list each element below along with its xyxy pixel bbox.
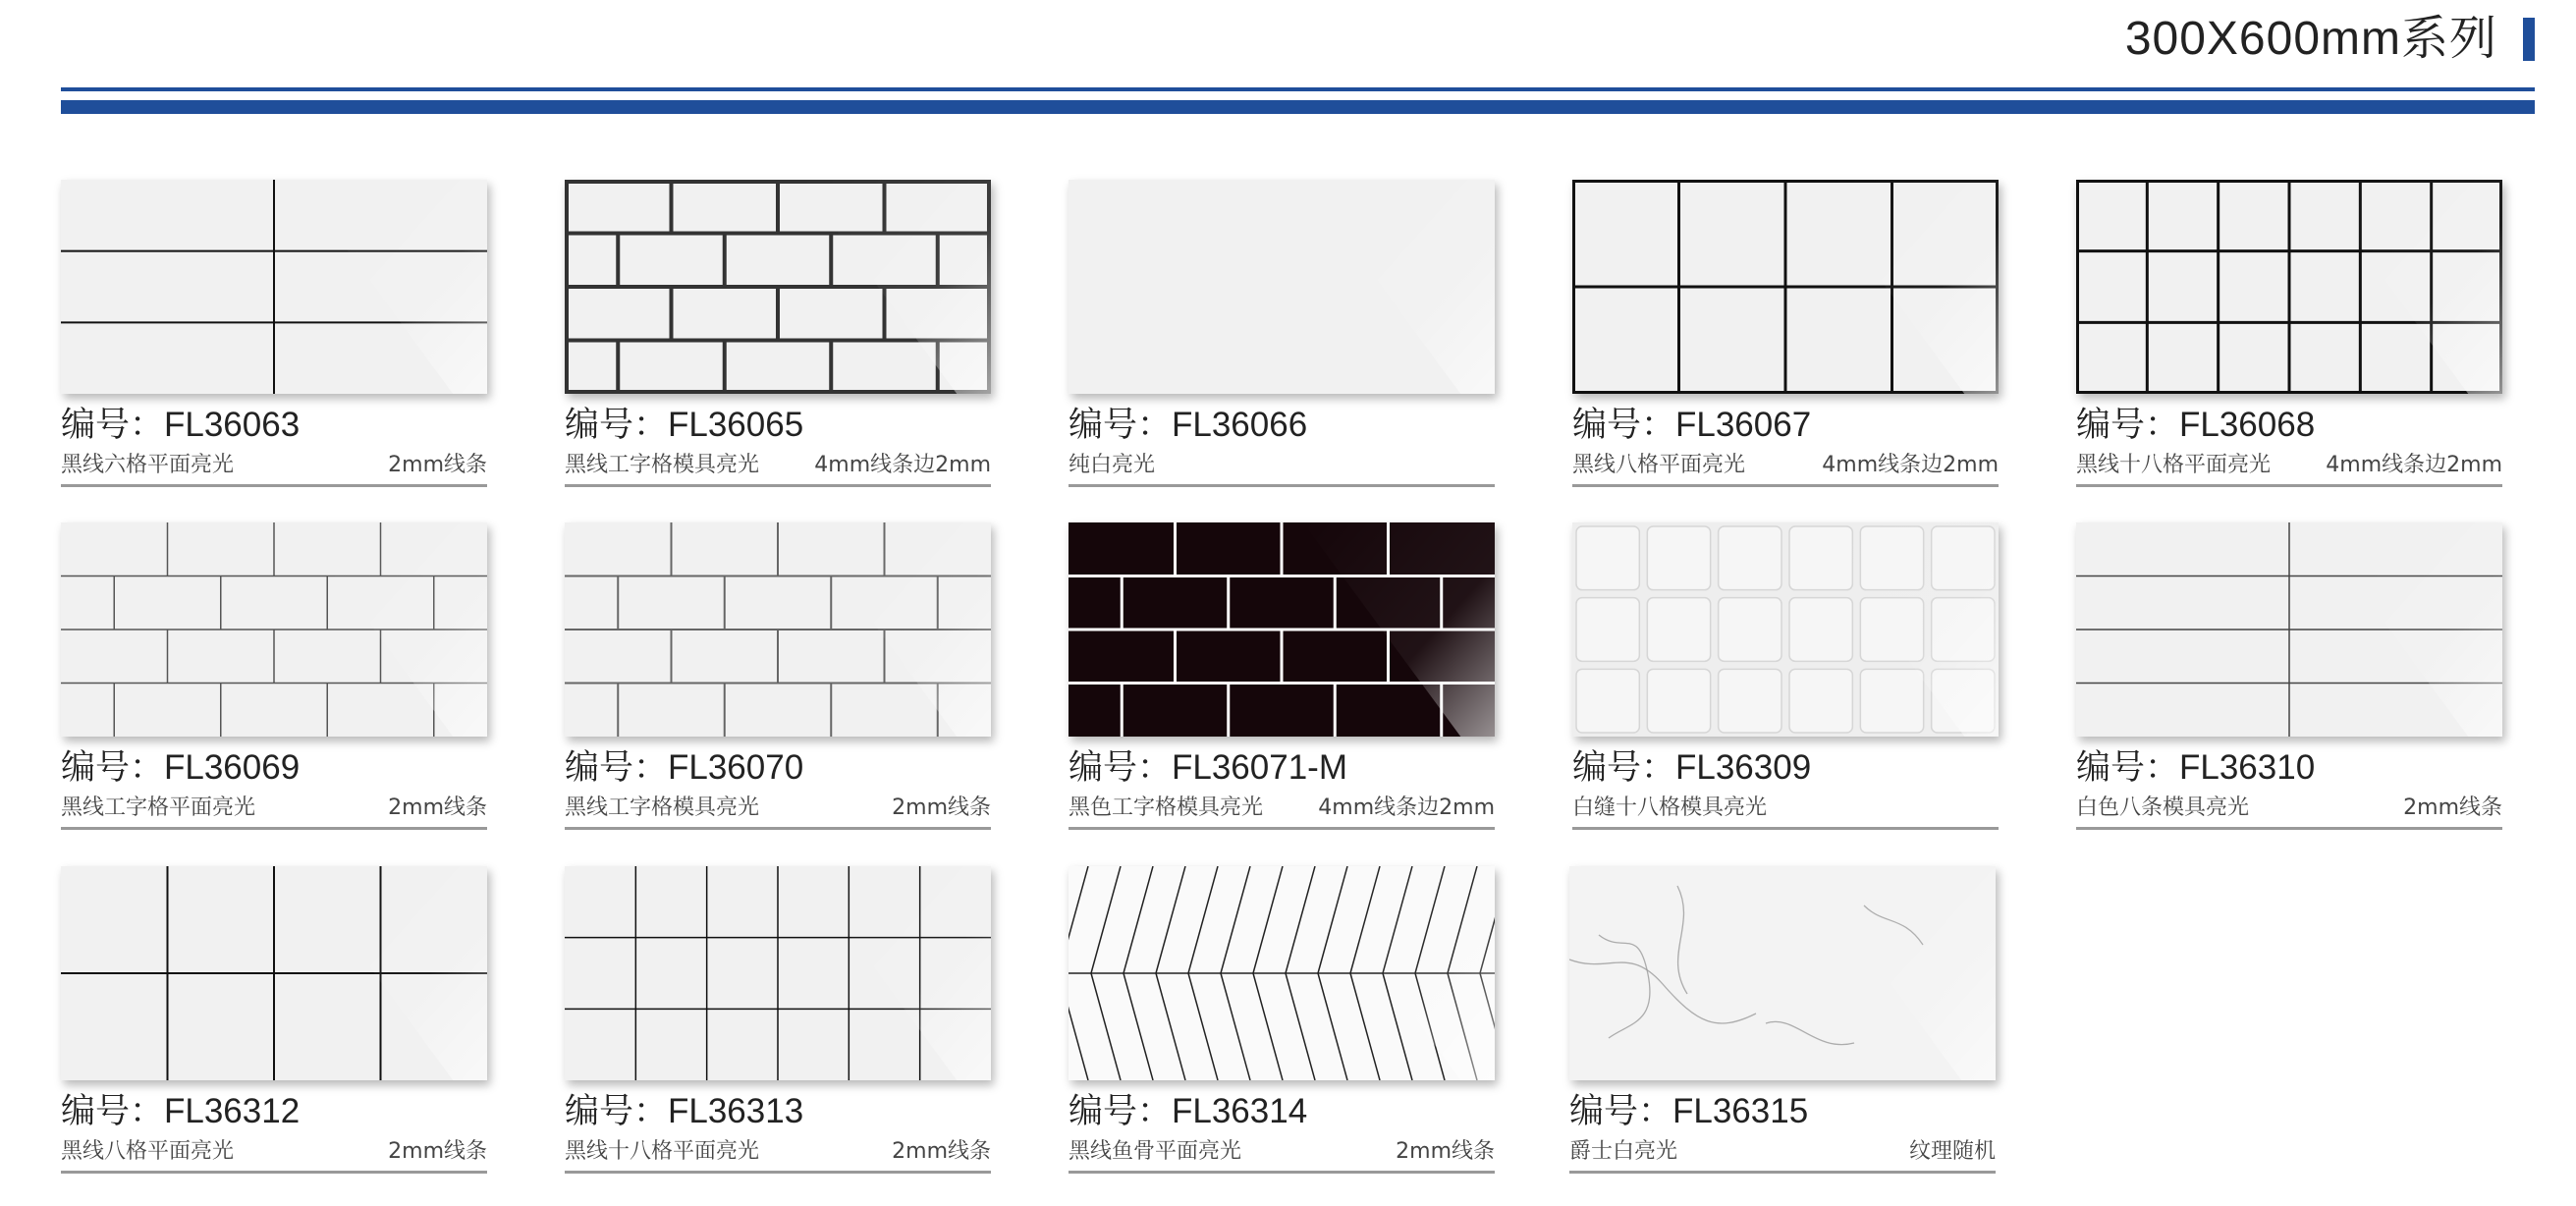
- product-spec: 4mm线条边2mm: [814, 453, 991, 477]
- pillow-cell: [1789, 669, 1852, 733]
- product-code: 编号：FL36069: [61, 748, 301, 787]
- pillow-cell: [1719, 669, 1781, 733]
- product-card[interactable]: [565, 866, 991, 1174]
- product-description: 黑线鱼骨平面亮光: [1069, 1139, 1242, 1164]
- pillow-cell: [1576, 669, 1639, 733]
- product-spec: 2mm线条: [892, 1139, 991, 1164]
- product-card[interactable]: [61, 522, 487, 830]
- pillow-cell: [1719, 526, 1781, 590]
- tile-swatch: [2076, 522, 2502, 737]
- product-spec: 4mm线条边2mm: [2326, 453, 2502, 477]
- product-description: 黑线工字格模具亮光: [565, 795, 760, 820]
- pillow-cell: [1647, 526, 1710, 590]
- product-code: 编号：FL36067: [1572, 406, 1812, 444]
- product-description: 纯白亮光: [1069, 453, 1156, 477]
- tile-swatch: [61, 866, 487, 1080]
- product-card[interactable]: [1069, 180, 1495, 487]
- tile-swatch: [1069, 866, 1495, 1080]
- product-description: 黑线八格平面亮光: [1572, 453, 1746, 477]
- product-card[interactable]: [2076, 522, 2502, 830]
- product-description: 黑线工字格平面亮光: [61, 795, 256, 820]
- tile-swatch: [1572, 180, 1999, 394]
- product-spec: 2mm线条: [388, 453, 487, 477]
- product-card[interactable]: [61, 866, 487, 1174]
- product-code: 编号：FL36066: [1069, 406, 1308, 444]
- product-spec: 2mm线条: [2403, 795, 2502, 820]
- pillow-cell: [1576, 526, 1639, 590]
- product-spec: 纹理随机: [1908, 1139, 1996, 1164]
- product-code: 编号：FL36065: [565, 406, 804, 444]
- product-spec: 4mm线条边2mm: [1318, 795, 1495, 820]
- tile-swatch: [1569, 866, 1996, 1080]
- product-spec: 2mm线条: [388, 795, 487, 820]
- product-code: 编号：FL36310: [2076, 748, 2316, 787]
- product-card[interactable]: [565, 522, 991, 830]
- product-description: 白缝十八格模具亮光: [1572, 795, 1768, 820]
- pillow-cell: [1719, 598, 1781, 662]
- product-card[interactable]: [1569, 866, 1996, 1174]
- product-description: 爵士白亮光: [1569, 1139, 1678, 1164]
- product-code: 编号：FL36070: [565, 748, 804, 787]
- header-divider-thick: [61, 100, 2535, 114]
- product-code: 编号：FL36315: [1569, 1092, 1809, 1130]
- pillow-cell: [1647, 598, 1710, 662]
- product-code: 编号：FL36068: [2076, 406, 2316, 444]
- product-card[interactable]: [61, 180, 487, 487]
- product-description: 黑线六格平面亮光: [61, 453, 235, 477]
- header-divider-thin: [61, 87, 2535, 91]
- product-card[interactable]: [565, 180, 991, 487]
- tile-swatch: [2076, 180, 2502, 394]
- product-card[interactable]: [1069, 522, 1495, 830]
- series-title: 300X600mm系列: [2124, 13, 2497, 65]
- product-description: 黑线十八格平面亮光: [2076, 453, 2272, 477]
- product-spec: 2mm线条: [388, 1139, 487, 1164]
- product-description: 白色八条模具亮光: [2076, 795, 2250, 820]
- product-card[interactable]: [1572, 180, 1999, 487]
- product-code: 编号：FL36314: [1069, 1092, 1308, 1130]
- product-spec: 4mm线条边2mm: [1822, 453, 1999, 477]
- product-description: 黑线十八格平面亮光: [565, 1139, 760, 1164]
- tile-swatch: [61, 522, 487, 737]
- pillow-cell: [1576, 598, 1639, 662]
- product-code: 编号：FL36071-M: [1069, 748, 1347, 787]
- product-card[interactable]: [1572, 522, 1999, 830]
- tile-swatch: [1069, 180, 1495, 394]
- pillow-cell: [1860, 669, 1923, 733]
- tile-swatch: [565, 866, 991, 1080]
- tile-swatch: [1572, 522, 1999, 737]
- product-spec: 2mm线条: [892, 795, 991, 820]
- tile-swatch: [565, 522, 991, 737]
- product-description: 黑色工字格模具亮光: [1069, 795, 1264, 820]
- tile-swatch: [1069, 522, 1495, 737]
- product-code: 编号：FL36063: [61, 406, 301, 444]
- product-description: 黑线八格平面亮光: [61, 1139, 235, 1164]
- product-spec: 2mm线条: [1396, 1139, 1495, 1164]
- product-card[interactable]: [2076, 180, 2502, 487]
- product-card[interactable]: [1069, 866, 1495, 1174]
- product-description: 黑线工字格模具亮光: [565, 453, 760, 477]
- product-code: 编号：FL36309: [1572, 748, 1812, 787]
- product-code: 编号：FL36312: [61, 1092, 301, 1130]
- tile-swatch: [61, 180, 487, 394]
- title-accent-bar: [2523, 18, 2535, 61]
- tile-swatch: [565, 180, 991, 394]
- pillow-cell: [1647, 669, 1710, 733]
- pillow-cell: [1789, 598, 1852, 662]
- product-code: 编号：FL36313: [565, 1092, 804, 1130]
